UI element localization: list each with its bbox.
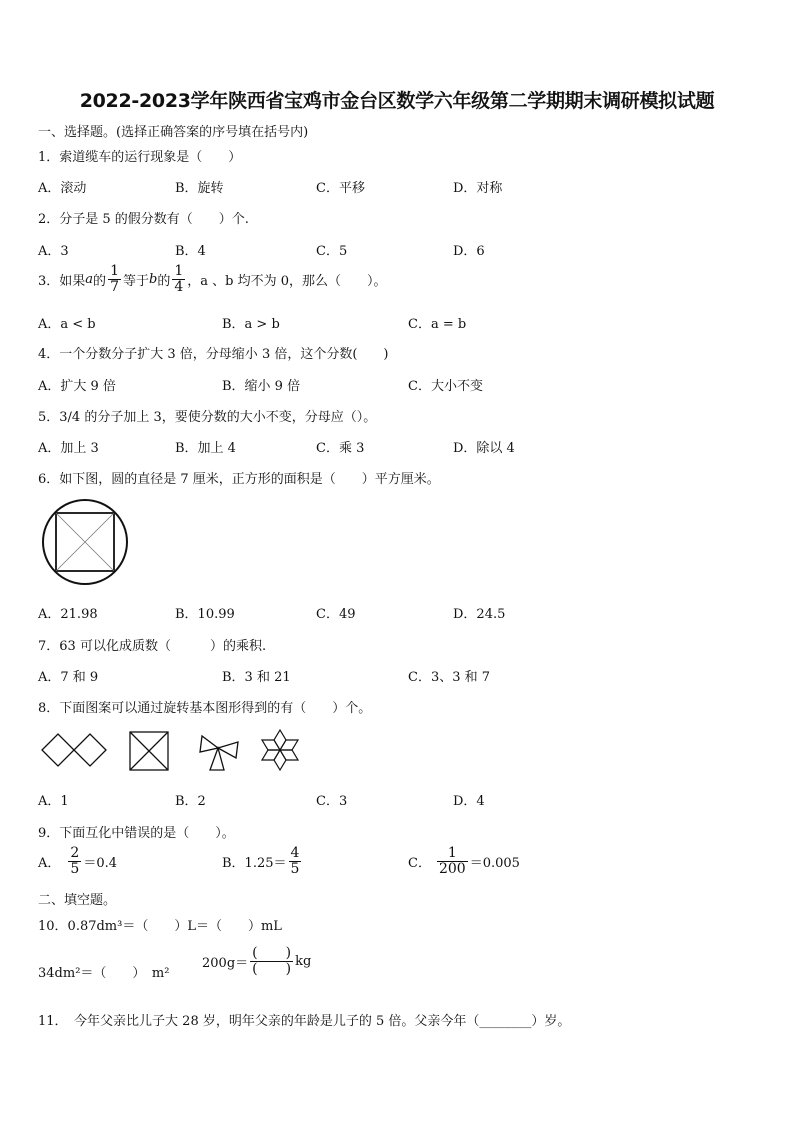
q8-option-d: D．4 bbox=[453, 794, 485, 809]
q4-option-b: B．缩小 9 倍 bbox=[222, 379, 301, 394]
q2-option-b: B．4 bbox=[175, 244, 206, 259]
q2-option-a: A．3 bbox=[38, 244, 69, 259]
fraction-denominator-blank: ( ) bbox=[252, 960, 292, 977]
question-6: 6．如下图，圆的直径是 7 厘米，正方形的面积是（ ）平方厘米。 bbox=[38, 472, 440, 487]
q1-option-c: C．平移 bbox=[316, 181, 365, 196]
q3-fraction-1-4 bbox=[172, 264, 185, 294]
question-10-line-2b bbox=[202, 946, 311, 976]
rotation-patterns-figure bbox=[40, 726, 310, 776]
q3-prefix: 3．如果 bbox=[38, 273, 86, 289]
fraction-numerator: 1 bbox=[174, 263, 184, 279]
q3-equals-word: 等于 bbox=[122, 273, 149, 289]
q10-unit: kg bbox=[295, 953, 312, 969]
q9-option-c bbox=[408, 846, 520, 876]
section-fill-heading: 二、填空题。 bbox=[38, 893, 117, 908]
q9-fraction-4-5 bbox=[289, 846, 302, 876]
q3-option-a: A．a < b bbox=[38, 317, 96, 332]
q10-blank-fraction bbox=[250, 946, 293, 976]
q9-fraction-2-5 bbox=[68, 846, 81, 876]
q10-200g-label: 200g＝ bbox=[202, 955, 249, 971]
question-2: 2．分子是 5 的假分数有（ ）个. bbox=[38, 212, 249, 227]
q3-var-a: a bbox=[85, 271, 94, 287]
q9-option-b bbox=[222, 846, 303, 876]
q9-a-rhs: ＝0.4 bbox=[83, 855, 117, 871]
q2-option-c: C．5 bbox=[316, 244, 348, 259]
q3-de-1: 的 bbox=[93, 273, 107, 289]
circle-square-figure bbox=[40, 495, 130, 589]
q3-de-2: 的 bbox=[157, 273, 171, 289]
fraction-numerator: 4 bbox=[290, 845, 300, 861]
question-1: 1．索道缆车的运行现象是（ ） bbox=[38, 150, 242, 165]
q7-option-b: B．3 和 21 bbox=[222, 670, 291, 685]
fraction-numerator-blank: ( ) bbox=[252, 945, 292, 961]
q5-option-a: A．加上 3 bbox=[38, 441, 99, 456]
option-label: B．1.25＝ bbox=[222, 855, 287, 871]
q8-option-a: A．1 bbox=[38, 794, 69, 809]
question-9: 9．下面互化中错误的是（ ）。 bbox=[38, 826, 235, 841]
q4-option-c: C．大小不变 bbox=[408, 379, 483, 394]
option-label: C． bbox=[408, 855, 431, 871]
section-choice-heading: 一、选择题。(选择正确答案的序号填在括号内) bbox=[38, 125, 309, 140]
q5-option-d: D．除以 4 bbox=[453, 441, 515, 456]
q5-option-b: B．加上 4 bbox=[175, 441, 236, 456]
option-label: A． bbox=[38, 855, 61, 871]
q2-option-d: D．6 bbox=[453, 244, 485, 259]
q1-option-a: A．滚动 bbox=[38, 181, 87, 196]
pattern-tilted-squares bbox=[42, 734, 106, 766]
q9-option-a bbox=[38, 846, 117, 876]
q1-option-b: B．旋转 bbox=[175, 181, 224, 196]
question-7: 7．63 可以化成质数（ ）的乘积. bbox=[38, 639, 267, 654]
q3-option-c: C．a = b bbox=[408, 317, 467, 332]
q6-option-a: A．21.98 bbox=[38, 607, 98, 622]
pattern-rhombus-star bbox=[262, 730, 298, 770]
question-3 bbox=[38, 264, 387, 294]
q7-option-c: C．3、3 和 7 bbox=[408, 670, 491, 685]
fraction-denominator: 5 bbox=[70, 860, 80, 877]
question-10-line-1: 10．0.87dm³＝（ ）L＝（ ）mL bbox=[38, 919, 282, 934]
fraction-denominator: 4 bbox=[174, 278, 184, 295]
question-8: 8．下面图案可以通过旋转基本图形得到的有（ ）个。 bbox=[38, 701, 372, 716]
q8-option-c: C．3 bbox=[316, 794, 348, 809]
q6-option-d: D．24.5 bbox=[453, 607, 506, 622]
q6-option-c: C．49 bbox=[316, 607, 356, 622]
q8-option-b: B．2 bbox=[175, 794, 206, 809]
question-10-line-2a: 34dm²＝（ ） m² bbox=[38, 966, 170, 981]
q3-var-b: b bbox=[149, 271, 158, 287]
fraction-numerator: 2 bbox=[70, 845, 80, 861]
fraction-denominator: 7 bbox=[110, 278, 119, 295]
page-title: 2022-2023学年陕西省宝鸡市金台区数学六年级第二学期期末调研模拟试题 bbox=[79, 90, 715, 112]
q9-fraction-1-200 bbox=[437, 846, 468, 876]
pattern-square-diagonals bbox=[130, 732, 168, 770]
fraction-denominator: 200 bbox=[438, 860, 466, 877]
q3-option-b: B．a > b bbox=[222, 317, 280, 332]
question-11: 11． 今年父亲比儿子大 28 岁，明年父亲的年龄是儿子的 5 倍。父亲今年（________）岁。 bbox=[38, 1014, 571, 1029]
q7-option-a: A．7 和 9 bbox=[38, 670, 99, 685]
q4-option-a: A．扩大 9 倍 bbox=[38, 379, 116, 394]
fraction-numerator: 1 bbox=[447, 845, 457, 861]
q6-option-b: B．10.99 bbox=[175, 607, 235, 622]
q5-option-c: C．乘 3 bbox=[316, 441, 365, 456]
q1-option-d: D．对称 bbox=[453, 181, 503, 196]
q9-c-rhs: ＝0.005 bbox=[469, 855, 520, 871]
q3-suffix: ，a 、b 均不为 0，那么（ ）。 bbox=[187, 273, 387, 289]
fraction-denominator: 5 bbox=[290, 860, 300, 877]
question-4: 4．一个分数分子扩大 3 倍，分母缩小 3 倍，这个分数( ) bbox=[38, 347, 389, 362]
question-5: 5．3/4 的分子加上 3，要使分数的大小不变，分母应（）。 bbox=[38, 410, 377, 425]
fraction-numerator: 1 bbox=[110, 263, 119, 279]
q3-fraction-1-7 bbox=[108, 264, 121, 294]
pattern-pinwheel bbox=[200, 736, 238, 770]
